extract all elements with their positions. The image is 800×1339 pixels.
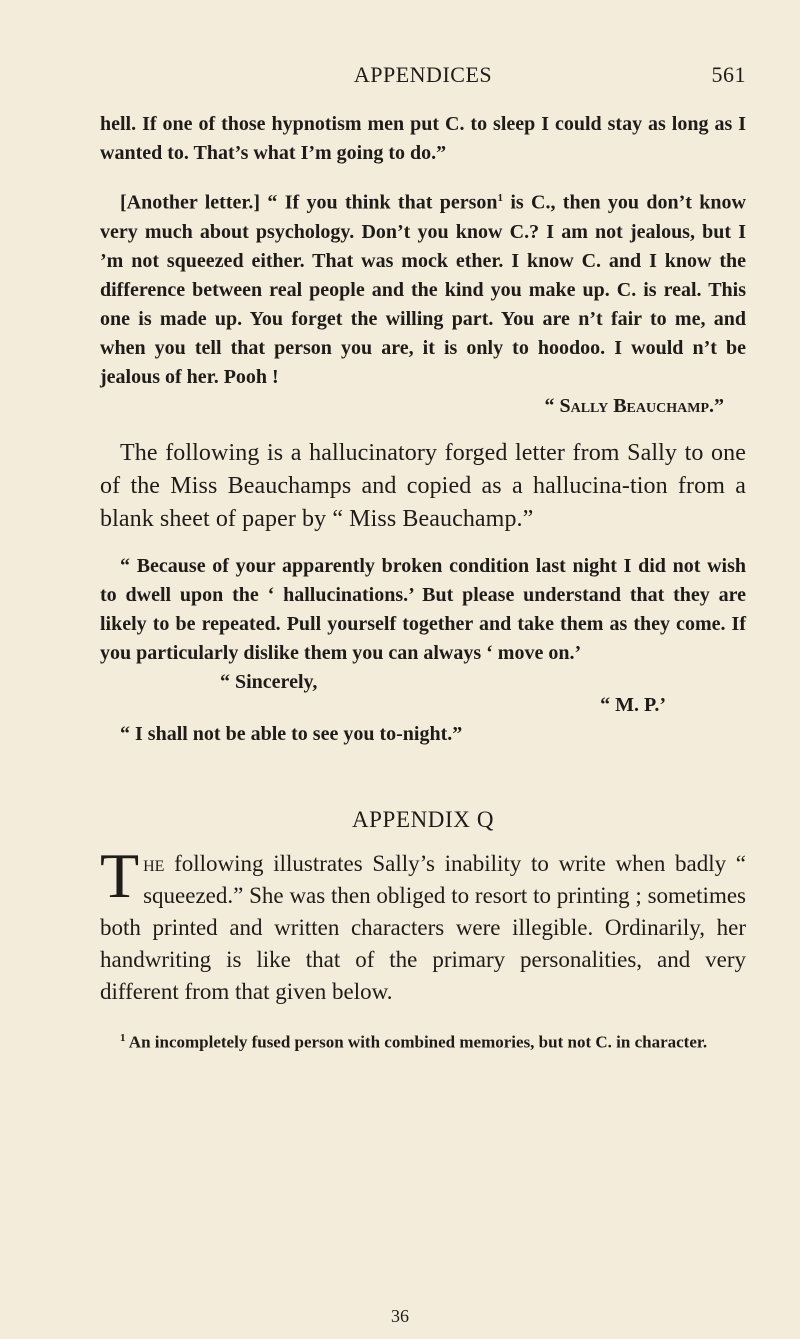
footnote-text: An incompletely fused person with combined memories, but not C. in character.: [125, 1032, 708, 1052]
drop-cap: T: [100, 839, 140, 911]
footnote: [100, 1026, 746, 1055]
signature-sally-beauchamp: “ Sally Beauchamp.”: [544, 394, 724, 417]
another-letter-text-rest: is C., then you don’t know very much about psychology. Don’t you know C.? I am not jealous, but I ’m not squeezed either. That was mock ether. I know C. and I know the difference between real people and the kind you make up. C. is real. This one is made up. You forget the willing part. You are n’t fair to me, and when you tell that person you are, it is only to hoodoo. I would n’t be jealous of her. Pooh !: [100, 191, 746, 388]
appendix-paragraph-text: following illustrates Sally’s inability to write when badly “ squeezed.” She was then obliged to resort to printing ; sometimes both printed and written characters were illegible. Ordinarily, her handwriting is like that of the primary personalities, and very different from that given below.: [100, 850, 746, 1004]
paragraph-forged-letter-intro: The following is a hallucinatory forged letter from Sally to one of the Miss Beauchamps and copied as a hallucina-tion from a blank sheet of paper by “ Miss Beauchamp.”: [100, 439, 746, 532]
letter-postscript: “ I shall not be able to see you to-night.”: [120, 722, 463, 745]
running-head: [100, 62, 746, 96]
paragraph-forged-letter: “ Because of your apparently broken condition last night I did not wish to dwell upon the ‘ hallucinations.’ But please understand that they are likely to be repeated. Pull yourself together and take them as they come. If you particularly dislike them you can always ‘ move on.’: [100, 554, 746, 664]
paragraph-another-letter: [100, 184, 746, 392]
page-number: 561: [711, 62, 746, 87]
page-body: [100, 110, 746, 1054]
signature-mark: 36: [391, 1306, 409, 1326]
another-letter-text-start: [Another letter.] “ If you think that person: [120, 191, 498, 214]
letter-closing: “ Sincerely,: [220, 670, 318, 693]
appendix-paragraph: [100, 839, 746, 1008]
letter-initials: “ M. P.’: [600, 693, 666, 716]
running-head-title: APPENDICES: [353, 62, 493, 87]
appendix-heading: APPENDIX Q: [351, 806, 495, 832]
paragraph-letter-end: hell. If one of those hypnotism men put C. to sleep I could stay as long as I wanted to. That’s what I’m going to do.”: [100, 113, 746, 164]
footnote-mark: 1: [120, 1031, 126, 1044]
small-caps-lead: he: [143, 850, 165, 876]
footnote-reference: 1: [497, 192, 503, 204]
